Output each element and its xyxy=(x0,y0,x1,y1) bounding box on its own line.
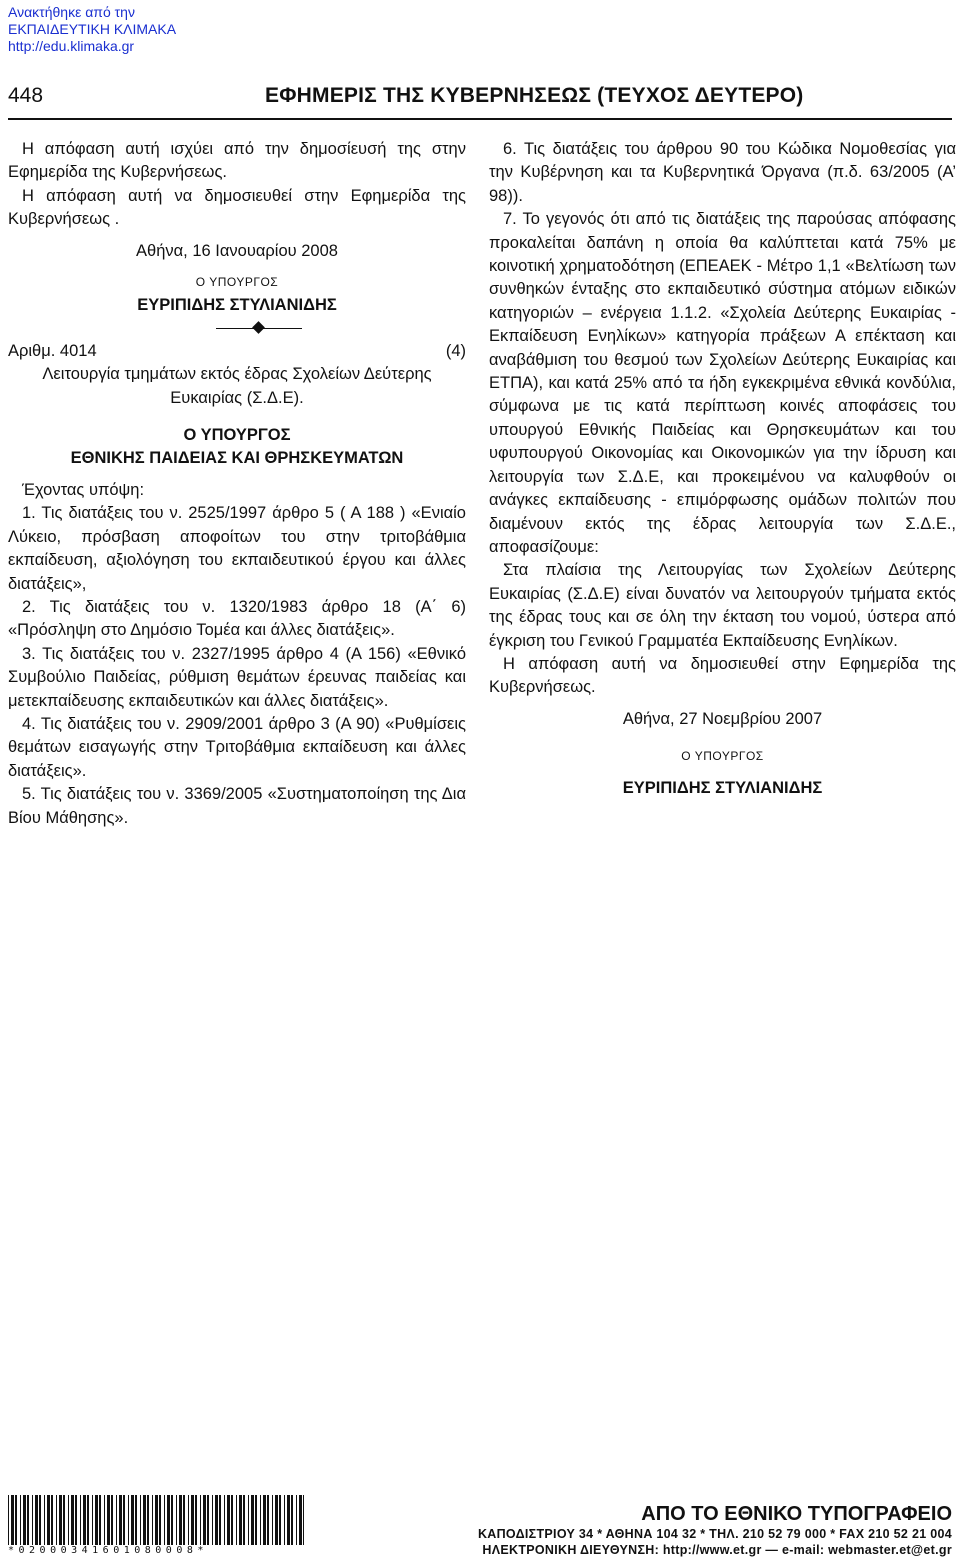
printer-title: ΑΠΟ ΤΟ ΕΘΝΙΚΟ ΤΥΠΟΓΡΑΦΕΙΟ xyxy=(641,1503,952,1525)
minister-title: Ο ΥΠΟΥΡΓΟΣ xyxy=(681,749,764,764)
page-footer xyxy=(0,1495,960,1563)
decision-subject: Λειτουργία τμημάτων εκτός έδρας Σχολείων Δεύτερης Ευκαιρίας (Σ.Δ.Ε). xyxy=(42,365,432,407)
signature-date: Αθήνα, 16 Ιανουαρίου 2008 xyxy=(136,241,338,260)
page-header xyxy=(0,84,960,112)
decision-number-line xyxy=(8,340,466,363)
having-regard: Έχοντας υπόψη: xyxy=(22,480,145,499)
gazette-title: ΕΦΗΜΕΡΙΣ ΤΗΣ ΚΥΒΕΡΝΗΣΕΩΣ (ΤΕΥΧΟΣ ΔΕΥΤΕΡΟ) xyxy=(265,84,804,107)
printer-address: ΚΑΠΟΔΙΣΤΡΙΟΥ 34 * ΑΘΗΝΑ 104 32 * ΤΗΛ. 210 52 79 000 * FAX 210 52 21 004 xyxy=(477,1527,952,1541)
publication-order: Η απόφαση αυτή να δημοσιευθεί στην Εφημερίδα της Κυβερνήσεως. xyxy=(489,654,956,697)
decision-text: Στα πλαίσια της Λειτουργίας των Σχολείων Δεύτερης Ευκαιρίας (Σ.Δ.Ε) είναι δυνατόν να λειτουργούν τμήματα εκτός της έδρας τους και σε όλη την έκταση του νομού, ύστερα από έγκριση του Γενικού Γραμματέα Εκπαίδευσης Ενηλίκων. xyxy=(489,561,956,650)
minister-title: Ο ΥΠΟΥΡΓΟΣ xyxy=(195,275,279,290)
section-divider xyxy=(8,318,466,340)
barcode-digits: *02000341601080008* xyxy=(8,1545,304,1556)
watermark-line-1: Ανακτήθηκε από την xyxy=(8,4,135,20)
legal-basis-item: 2. Τις διατάξεις του ν. 1320/1983 άρθρο 18 (Α΄ 6) «Πρόσληψη στο Δημόσιο Τομέα και άλλες διατάξεις». xyxy=(8,597,466,640)
minister-name: ΕΥΡΙΠΙΔΗΣ ΣΤΥΛΙΑΝΙΔΗΣ xyxy=(137,296,337,315)
decision-number: Αριθμ. 4014 xyxy=(8,341,97,360)
legal-basis-item: 3. Τις διατάξεις του ν. 2327/1995 άρθρο 4 (Α 156) «Εθνικό Συμβούλιο Παιδείας, ρύθμιση θεμάτων έρευνας παιδείας και μετεκπαίδευσης εκπαιδευτικών και άλλες διατάξεις». xyxy=(8,644,466,710)
minister-name: ΕΥΡΙΠΙΔΗΣ ΣΤΥΛΙΑΝΙΔΗΣ xyxy=(622,778,823,797)
paragraph-publication: Η απόφαση αυτή να δημοσιευθεί στην Εφημερίδα της Κυβερνήσεως . xyxy=(8,186,466,229)
legal-basis-item: 4. Τις διατάξεις του ν. 2909/2001 άρθρο 3 (Α 90) «Ρυθμίσεις θεμάτων εισαγωγής στην Τριτοβάθμια εκπαίδευση και άλλες διατάξεις». xyxy=(8,714,466,780)
watermark-line-2: ΕΚΠΑΙΔΕΥΤΙΚΗ ΚΛΙΜΑΚΑ xyxy=(8,21,177,37)
ministry-name: ΕΘΝΙΚΗΣ ΠΑΙΔΕΙΑΣ ΚΑΙ ΘΡΗΣΚΕΥΜΑΤΩΝ xyxy=(70,449,404,468)
page-number: 448 xyxy=(8,84,44,107)
header-rule xyxy=(8,118,952,120)
diamond-icon xyxy=(252,321,265,334)
printer-web-address: ΗΛΕΚΤΡΟΝΙΚΗ ΔΙΕΥΘΥΝΣΗ: http://www.et.gr — e-mail: webmaster.et@et.gr xyxy=(482,1543,952,1557)
barcode-icon xyxy=(8,1495,304,1550)
watermark-link[interactable]: http://edu.klimaka.gr xyxy=(8,38,135,54)
paragraph-validity: Η απόφαση αυτή ισχύει από την δημοσίευσή της στην Εφημερίδα της Κυβερνήσεως. xyxy=(8,140,466,182)
left-column xyxy=(8,138,466,830)
legal-basis-item: 5. Τις διατάξεις του ν. 3369/2005 «Συστηματοποίηση της Δια Βίου Μάθησης». xyxy=(8,785,466,827)
legal-basis-item: 1. Τις διατάξεις του ν. 2525/1997 άρθρο 5 ( Α 188 ) «Ενιαίο Λύκειο, πρόσβαση αποφοίτων του στην τριτοβάθμια εκπαίδευση, αξιολόγηση του εκπαιδευτικού έργου και άλλες διατάξεις», xyxy=(8,504,466,593)
ministry-title: Ο ΥΠΟΥΡΓΟΣ xyxy=(183,426,291,445)
watermark xyxy=(8,4,176,55)
legal-basis-item: 6. Τις διατάξεις του άρθρου 90 του Κώδικα Νομοθεσίας για την Κυβέρνηση και τα Κυβερνητικά Όργανα (π.δ. 63/2005 (Α’ 98)). xyxy=(489,140,956,205)
signature-date: Αθήνα, 27 Νοεμβρίου 2007 xyxy=(622,709,823,728)
legal-basis-item: 7. Το γεγονός ότι από τις διατάξεις της παρούσας απόφασης προκαλείται δαπάνη η οποία θα καλύπτεται κατά 75% με κοινοτική χρηματοδότηση (ΕΠΕΑΕΚ - Μέτρο 1,1 «Βελτίωση των συνθηκών ένταξης στο εκπαιδευτικό σύστημα ατόμων ειδικών κατηγοριών – ενέργεια 1.1.2. «Σχολεία Δεύτερης Ευκαιρίας - Εκπαίδευση Ενηλίκων» κατηγορία πράξεων Α επέκταση και αναβάθμιση του θεσμού των Σχολείων Δεύτερης Ευκαιρίας και ΕΤΠΑ), και κατά 25% από τα ήδη εγκεκριμένα εθνικά κονδύλια, σύμφωνα με τις κατά περίπτωση κοινές αποφάσεις του υπουργού Εθνικής Παιδείας και Θρησκευμάτων και του υφυπουργού Οικονομίας και Οικονομικών για την ίδρυση και λειτουργία των Σ.Δ.Ε, και προκειμένου να καλυφθούν οι ανάγκες εκπαίδευσης - επιμόρφωσης ομάδων πολιτών που διαμένουν εκτός της έδρας λειτουργία των Σ.Δ.Ε., αποφασίζουμε: xyxy=(489,210,956,556)
decision-ref: (4) xyxy=(445,341,466,360)
right-column xyxy=(489,138,956,800)
